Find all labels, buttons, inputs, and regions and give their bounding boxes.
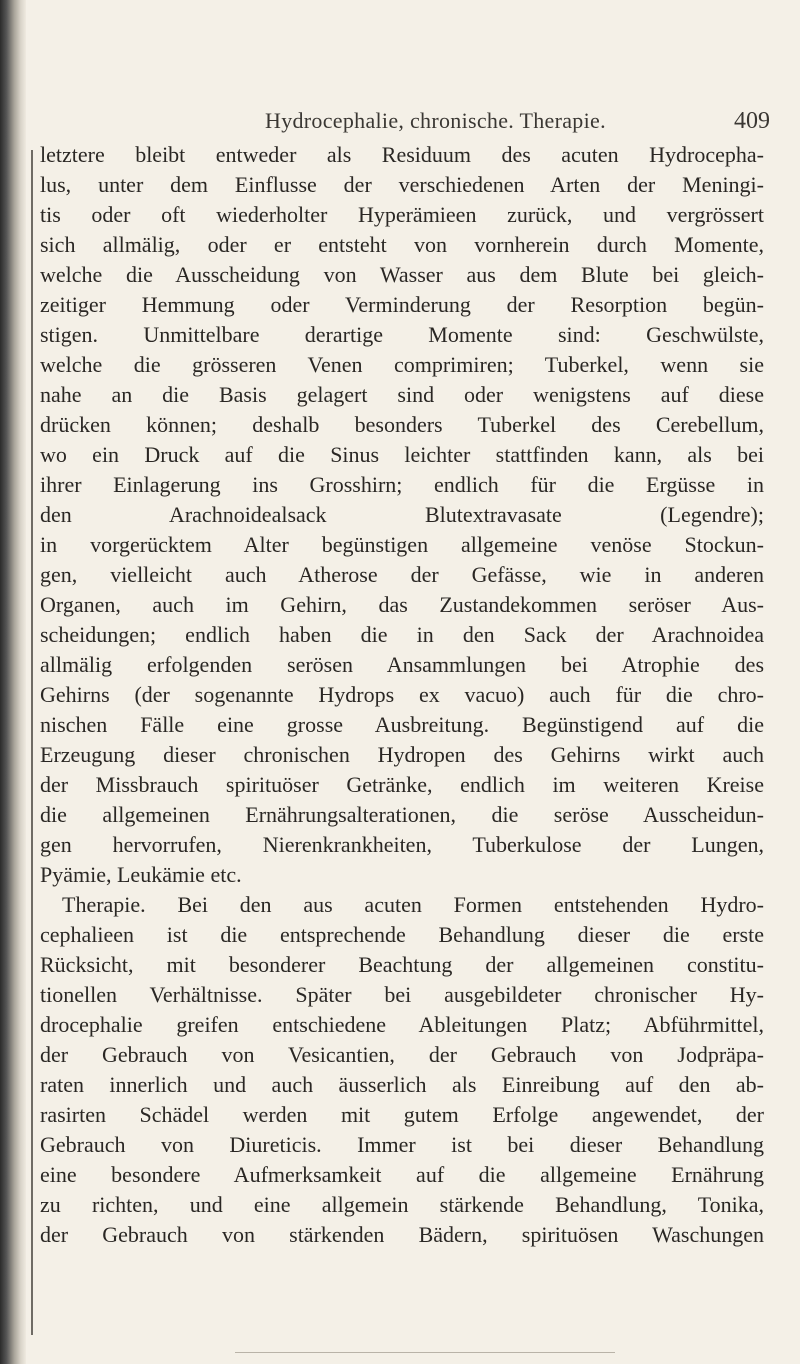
text-line: tis oder oft wiederholter Hyperämieen zurück, und vergrössert [40,202,764,227]
text-line: gen hervorrufen, Nierenkrankheiten, Tuberkulose der Lungen, [40,832,764,857]
text-line: Erzeugung dieser chronischen Hydropen des Gehirns wirkt auch [40,742,764,767]
text-line: nahe an die Basis gelagert sind oder wenigstens auf diese [40,382,764,407]
text-line: drocephalie greifen entschiedene Ableitungen Platz; Abführmittel, [40,1012,764,1037]
text-line: zeitiger Hemmung oder Verminderung der Resorption begün- [40,292,764,317]
text-line: Organen, auch im Gehirn, das Zustandekommen seröser Aus- [40,592,764,617]
book-gutter-shadow [0,0,26,1364]
text-line: ihrer Einlagerung ins Grosshirn; endlich für die Ergüsse in [40,472,764,497]
text-line: lus, unter dem Einflusse der verschiedenen Arten der Meningi- [40,172,764,197]
text-line: scheidungen; endlich haben die in den Sack der Arachnoidea [40,622,764,647]
text-line-paragraph-start: Therapie. Bei den aus acuten Formen entstehenden Hydro- [62,892,764,917]
text-line: Gebrauch von Diureticis. Immer ist bei dieser Behandlung [40,1132,764,1157]
page-header [40,108,770,138]
text-line: stigen. Unmittelbare derartige Momente sind: Geschwülste, [40,322,764,347]
text-line: die allgemeinen Ernährungsalterationen, die seröse Ausscheidun- [40,802,764,827]
text-line: cephalieen ist die entsprechende Behandlung dieser die erste [40,922,764,947]
text-line: Rücksicht, mit besonderer Beachtung der allgemeinen constitu- [40,952,764,977]
text-line: Pyämie, Leukämie etc. [40,862,242,887]
running-head: Hydrocephalie, chronische. Therapie. [265,108,606,133]
text-line: zu richten, und eine allgemein stärkende Behandlung, Tonika, [40,1192,764,1217]
text-line: nischen Fälle eine grosse Ausbreitung. Begünstigend auf die [40,712,764,737]
text-line: allmälig erfolgenden serösen Ansammlungen bei Atrophie des [40,652,764,677]
text-line: sich allmälig, oder er entsteht von vornherein durch Momente, [40,232,764,257]
text-line: letztere bleibt entweder als Residuum des acuten Hydrocepha- [40,142,764,167]
text-line: in vorgerücktem Alter begünstigen allgemeine venöse Stockun- [40,532,764,557]
text-line: welche die grösseren Venen comprimiren; Tuberkel, wenn sie [40,352,764,377]
text-line: tionellen Verhältnisse. Später bei ausgebildeter chronischer Hy- [40,982,764,1007]
text-line: drücken können; deshalb besonders Tuberkel des Cerebellum, [40,412,764,437]
text-line: raten innerlich und auch äusserlich als Einreibung auf den ab- [40,1072,764,1097]
text-line: Gehirns (der sogenannte Hydrops ex vacuo) auch für die chro- [40,682,764,707]
text-line: der Gebrauch von Vesicantien, der Gebrauch von Jodpräpa- [40,1042,764,1067]
text-line: der Missbrauch spirituöser Getränke, endlich im weiteren Kreise [40,772,764,797]
text-line: gen, vielleicht auch Atherose der Gefässe, wie in anderen [40,562,764,587]
text-line: rasirten Schädel werden mit gutem Erfolge angewendet, der [40,1102,764,1127]
text-line: der Gebrauch von stärkenden Bädern, spirituösen Waschungen [40,1222,764,1247]
text-line: den Arachnoidealsack Blutextravasate (Legendre); [40,502,764,527]
margin-line [31,150,33,1335]
body-text [40,140,764,1250]
text-line: wo ein Druck auf die Sinus leichter stattfinden kann, als bei [40,442,764,467]
page-number: 409 [734,108,770,134]
text-line: welche die Ausscheidung von Wasser aus dem Blute bei gleich- [40,262,764,287]
text-line: eine besondere Aufmerksamkeit auf die allgemeine Ernährung [40,1162,764,1187]
bottom-rule [235,1352,615,1353]
